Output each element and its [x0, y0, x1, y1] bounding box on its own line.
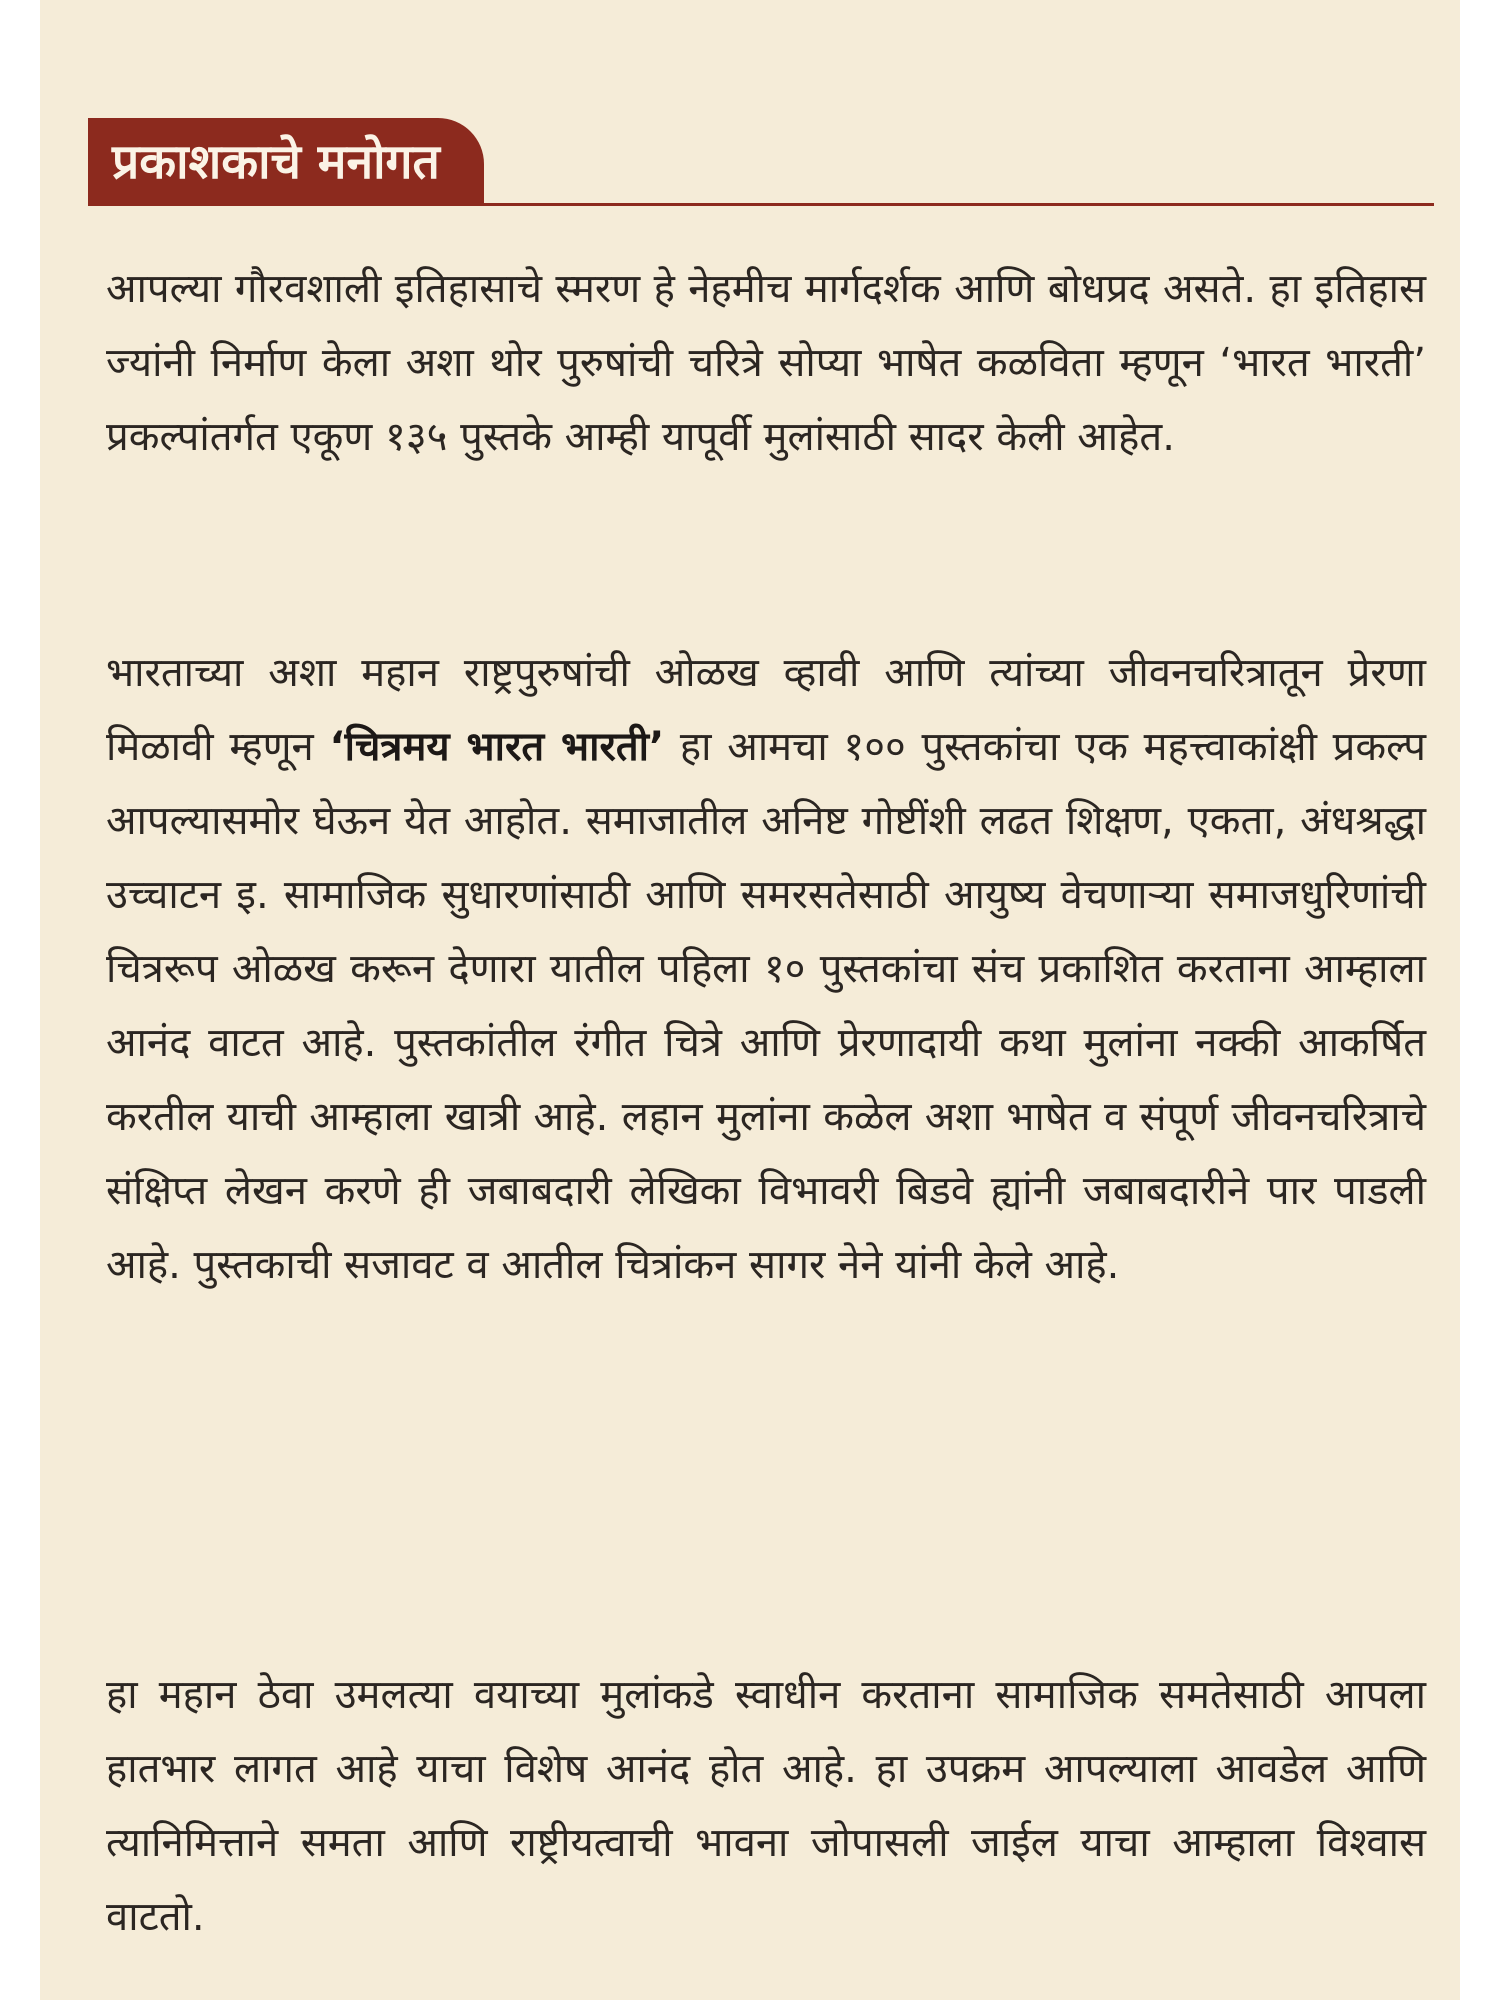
paragraph-1: आपल्या गौरवशाली इतिहासाचे स्मरण हे नेहमीच मार्गदर्शक आणि बोधप्रद असते. हा इतिहास ज्यांनी निर्माण केला अशा थोर पुरुषांची चरित्रे सोप्या भाषेत कळविता म्हणून ‘भारत भारती’ प्रकल्पांतर्गत एकूण १३५ पुस्तके आम्ही यापूर्वी मुलांसाठी सादर केली आहेत. [106, 266, 1426, 460]
paragraph-2-text-start: भारताच्या अशा महान राष्ट्रपुरुषांची ओळख व्हावी आणि त्यांच्या जीवनचरित्रातून प्रेरणा मिळावी म्हणून [106, 650, 1426, 770]
heading-underline [88, 203, 1434, 206]
document-page [40, 0, 1460, 2000]
paragraph-2-text-end: हा आमचा १०० पुस्तकांचा एक महत्त्वाकांक्षी प्रकल्प आपल्यासमोर घेऊन येत आहोत. समाजातील अनिष्ट गोष्टींशी लढत शिक्षण, एकता, अंधश्रद्धा उच्चाटन इ. सामाजिक सुधारणांसाठी आणि समरसतेसाठी आयुष्य वेचणाऱ्या समाजधुरिणांची चित्ररूप ओळख करून देणारा यातील पहिला १० पुस्तकांचा संच प्रकाशित करताना आम्हाला आनंद वाटत आहे. पुस्तकांतील रंगीत चित्रे आणि प्रेरणादायी कथा मुलांना नक्की आकर्षित करतील याची आम्हाला खात्री आहे. लहान मुलांना कळेल अशा भाषेत व संपूर्ण जीवनचरित्राचे संक्षिप्त लेखन करणे ही जबाबदारी लेखिका विभावरी बिडवे ह्यांनी जबाबदारीने पार पाडली आहे. पुस्तकाची सजावट व आतील चित्रांकन सागर नेने यांनी केले आहे. [106, 724, 1426, 1288]
paragraph-3: हा महान ठेवा उमलत्या वयाच्या मुलांकडे स्वाधीन करताना सामाजिक समतेसाठी आपला हातभार लागत आहे याचा विशेष आनंद होत आहे. हा उपक्रम आपल्याला आवडेल आणि त्यानिमित्ताने समता आणि राष्ट्रीयत्वाची भावना जोपासली जाईल याचा आम्हाला विश्वास वाटतो. [106, 1672, 1426, 1940]
section-heading: प्रकाशकाचे मनोगत [88, 118, 484, 206]
paragraph-2 [106, 636, 1426, 1302]
project-name-bold: ‘चित्रमय भारत भारती’ [329, 724, 665, 770]
